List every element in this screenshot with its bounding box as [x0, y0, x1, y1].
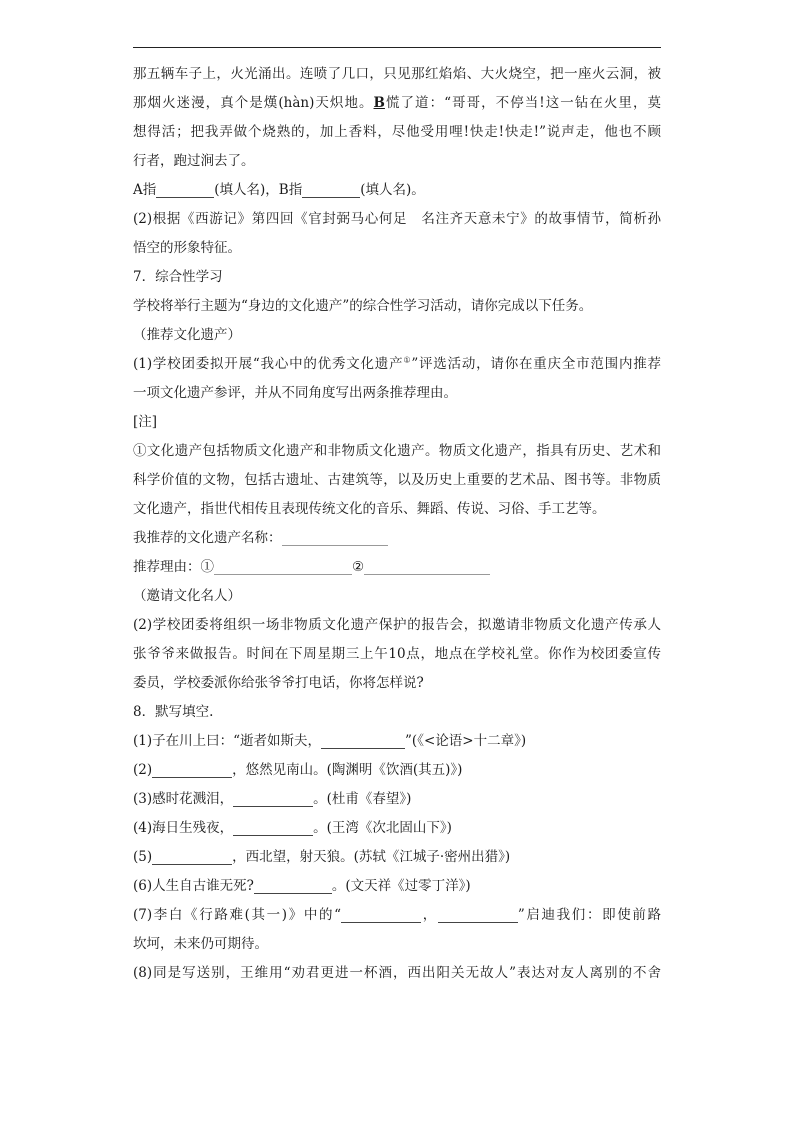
q8-item-4: (4)海日生残夜， 。(王湾《次北固山下》) — [133, 820, 452, 836]
q6-2-line-1: (2)根据《西游记》第四回《官封弼马心何足 名注齐天意未宁》的故事情节，简析孙 — [133, 211, 661, 227]
note-line-3: 文化遗产，指世代相传且表现传统文化的音乐、舞蹈、传说、习俗、手工艺等。 — [133, 501, 606, 517]
q7-intro: 学校将举行主题为“身边的文化遗产”的综合性学习活动，请你完成以下任务。 — [133, 298, 593, 314]
blank-b[interactable] — [302, 180, 360, 198]
note-line-1: ①文化遗产包括物质文化遗产和非物质文化遗产。物质文化遗产，指具有历史、艺术和 — [133, 443, 661, 459]
q7-section-invite: （邀请文化名人） — [133, 588, 241, 604]
q7-2-line-1: (2)学校团委将组织一场非物质文化遗产保护的报告会，拟邀请非物质文化遗产传承人 — [133, 617, 661, 633]
q8-blank-6[interactable] — [254, 876, 332, 894]
q7-1-line-2: 一项文化遗产参评，并从不同角度写出两条推荐理由。 — [133, 385, 457, 401]
q8-blank-4[interactable] — [233, 818, 313, 836]
excerpt-line-2: 那烟火迷漫，真个是熯(hàn)天炽地。B慌了道：“哥哥，不停当!这一钻在火里，莫 — [133, 95, 661, 111]
q6-2-line-2: 悟空的形象特征。 — [133, 240, 241, 256]
q7-section-recommend: （推荐文化遗产） — [133, 327, 241, 343]
q8-item-8: (8)同是写送别，王维用“劝君更进一杯酒，西出阳关无故人”表达对友人离别的不舍 — [133, 965, 661, 981]
excerpt-line-3: 想得活；把我弄做个烧熟的，加上香料，尽他受用哩!快走!快走!”说声走，他也不顾 — [133, 124, 661, 140]
excerpt-line-1: 那五辆车子上，火光涌出。连喷了几口，只见那红焰焰、大火烧空，把一座火云洞，被 — [133, 66, 661, 82]
q8-item-1: (1)子在川上曰：“逝者如斯夫， ”(《<论语>十二章》) — [133, 733, 527, 749]
reason-2-blank[interactable] — [364, 557, 490, 575]
q8-title: 8．默写填空. — [133, 704, 214, 720]
q7-title: 7．综合性学习 — [133, 269, 223, 285]
q7-1-line-1: (1)学校团委拟开展“我心中的优秀文化遗产①”评选活动，请你在重庆全市范围内推荐 — [133, 355, 662, 372]
letter-b-marker: B — [373, 95, 385, 111]
q8-blank-5[interactable] — [152, 847, 232, 865]
blank-a[interactable] — [156, 180, 214, 198]
document-page — [133, 60, 661, 988]
reason-line: 推荐理由：① ② — [133, 553, 661, 582]
reason-1-blank[interactable] — [214, 557, 352, 575]
q8-blank-2[interactable] — [152, 760, 232, 778]
q8-item-7-line-1: (7)李白《行路难(其一)》中的“ ， ”启迪我们：即使前路 — [133, 907, 662, 923]
heritage-name-blank[interactable] — [282, 528, 388, 546]
q8-blank-7b[interactable] — [438, 905, 518, 923]
excerpt-line-4: 行者，跑过涧去了。 — [133, 153, 255, 169]
q8-item-7-line-2: 坎坷，未来仍可期待。 — [133, 936, 268, 952]
note-line-2: 科学价值的文物，包括古遗址、古建筑等，以及历史上重要的艺术品、图书等。非物质 — [133, 472, 661, 488]
q8-item-3: (3)感时花溅泪， 。(杜甫《春望》) — [133, 791, 412, 807]
q8-item-2: (2) ，悠然见南山。(陶渊明《饮酒(其五)》) — [133, 762, 463, 778]
q8-blank-7a[interactable] — [341, 905, 421, 923]
fill-ab-line: A指 (填人名)，B指 (填人名)。 — [133, 182, 425, 198]
q7-2-line-3: 委员，学校委派你给张爷爷打电话，你将怎样说? — [133, 675, 424, 691]
q8-item-5: (5) ，西北望，射天狼。(苏轼《江城子·密州出猎》) — [133, 849, 511, 865]
q8-blank-3[interactable] — [233, 789, 313, 807]
header-rule — [133, 47, 661, 48]
q7-2-line-2: 张爷爷来做报告。时间在下周星期三上午10点，地点在学校礼堂。你作为校团委宣传 — [133, 646, 661, 662]
heritage-name-line: 我推荐的文化遗产名称： — [133, 524, 661, 553]
q8-blank-1[interactable] — [321, 731, 405, 749]
footnote-mark: ① — [403, 355, 412, 365]
note-label: [注] — [133, 414, 158, 430]
q8-item-6: (6)人生自古谁无死? 。(文天祥《过零丁洋》) — [133, 878, 471, 894]
